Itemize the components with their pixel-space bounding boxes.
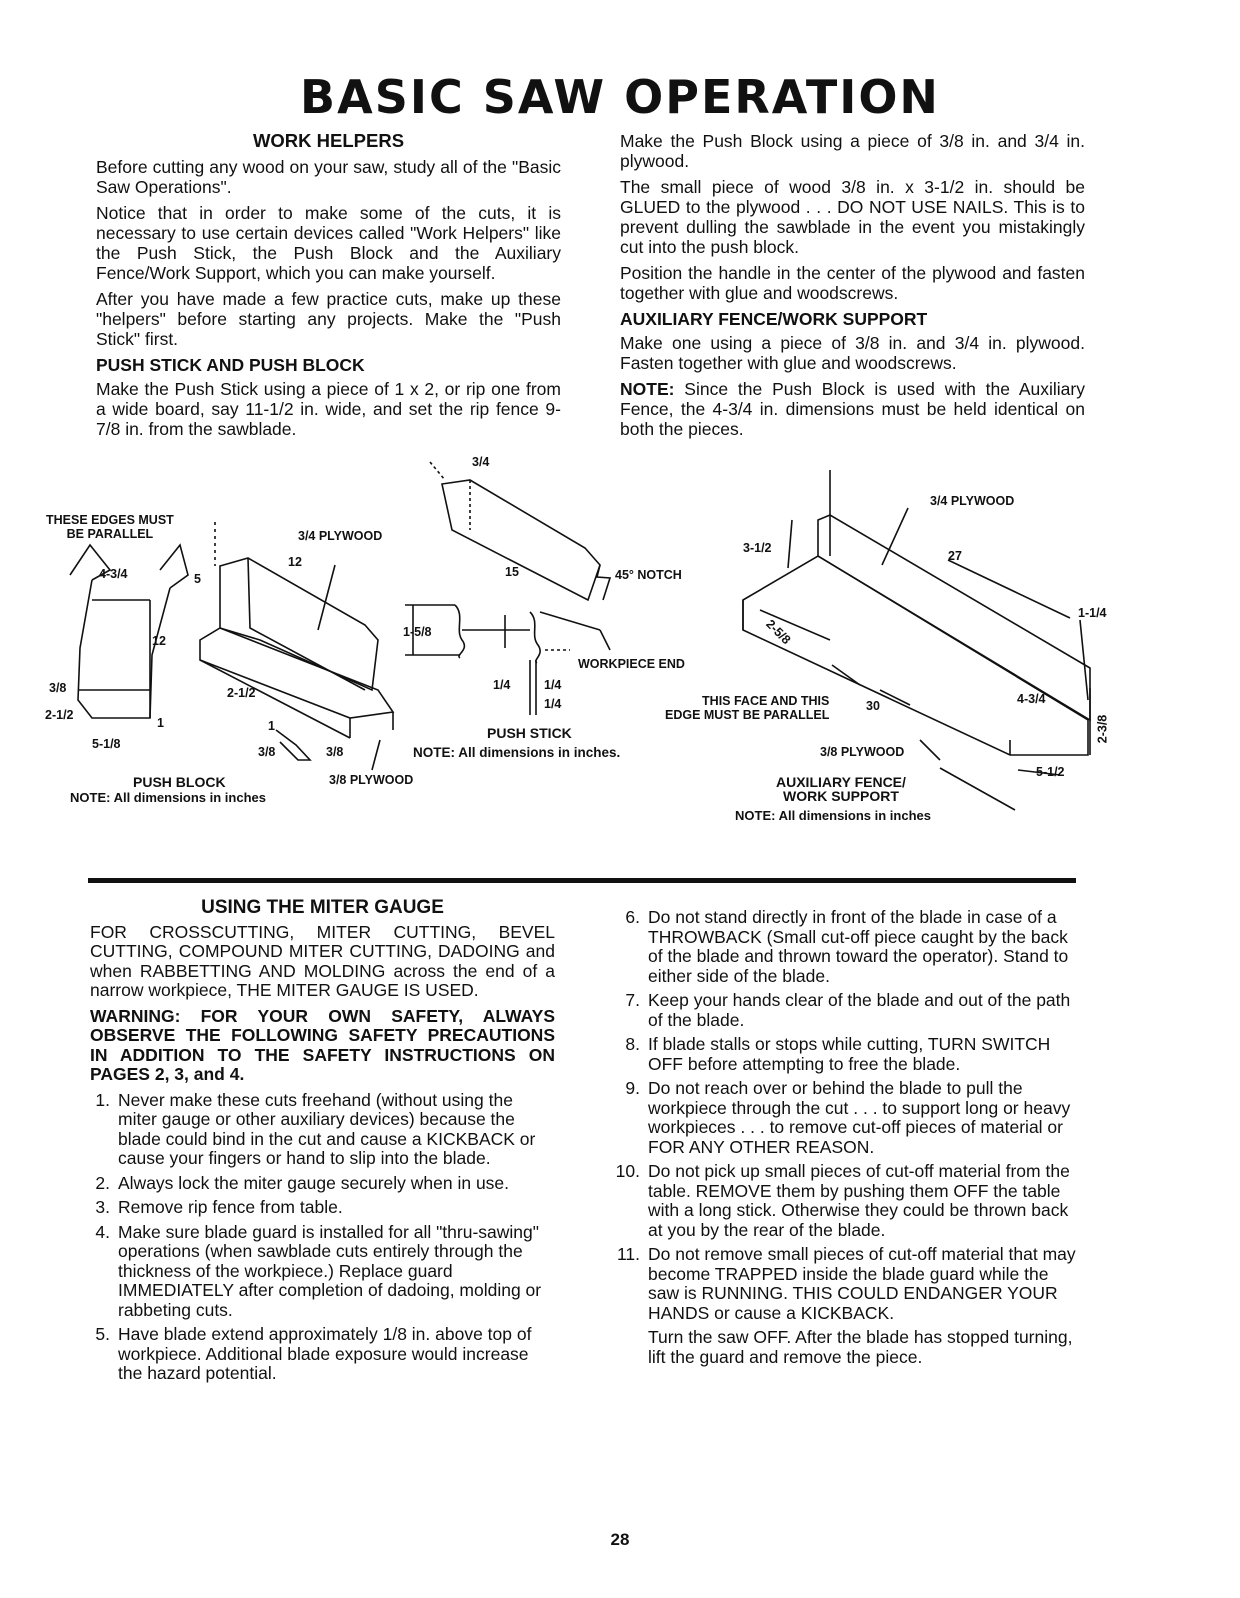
paragraph: Position the handle in the center of the plywood and fasten together with glue and woodscrews. (620, 263, 1085, 303)
work-helpers-heading: WORK HELPERS (252, 130, 405, 151)
plywood-label: 3/4 PLYWOOD (930, 494, 1015, 508)
step-number: 11. (616, 1244, 640, 1264)
steps-right (612, 908, 1082, 1323)
list-item (90, 1325, 555, 1384)
dim-label: 2-1/2 (227, 686, 256, 700)
push-block-drawing (70, 522, 393, 770)
dim-label: 27 (948, 549, 962, 563)
paragraph: After you have made a few practice cuts, make up these "helpers" before starting any projects. Make the "Push Stick" first. (96, 289, 561, 349)
dim-label: 12 (288, 555, 302, 569)
dim-label: 1 (268, 719, 275, 733)
plywood-label: 3/4 PLYWOOD (298, 529, 383, 543)
list-item (90, 1174, 555, 1194)
plywood-label: 3/8 PLYWOOD (820, 745, 905, 759)
dim-label: 1/4 (493, 678, 511, 692)
section-divider (88, 878, 1076, 883)
step-number: 7. (625, 990, 640, 1010)
aux-fence-note: NOTE: All dimensions in inches (735, 808, 931, 823)
page-number: 28 (610, 1530, 630, 1549)
dim-label: 4-3/4 (99, 567, 128, 581)
dim-label: 5-1/8 (92, 737, 121, 751)
push-block-note: NOTE: All dimensions in inches (70, 790, 266, 805)
workpiece-end-label: WORKPIECE END (578, 657, 685, 671)
list-item (612, 991, 1082, 1030)
note-label: NOTE: (620, 379, 675, 399)
plywood-label: 3/8 PLYWOOD (329, 773, 414, 787)
notch-label: 45° NOTCH (615, 568, 682, 582)
dim-label: 5 (194, 572, 201, 586)
step-text: Keep your hands clear of the blade and out of the path of the blade. (648, 990, 1071, 1030)
step-number: 9. (625, 1078, 640, 1098)
list-item (90, 1223, 555, 1321)
step-text: Never make these cuts freehand (without using the miter gauge or other auxiliary devices) because the blade could bind in the cut and cause a KICKBACK or cause your fingers or hand to slip into the blade. (118, 1089, 536, 1168)
edges-note: THESE EDGES MUST BE PARALLEL (46, 513, 174, 541)
miter-intro: FOR CROSSCUTTING, MITER CUTTING, BEVEL CUTTING, COMPOUND MITER CUTTING, DADOING and when RABBETTING AND MOLDING across the end of a narrow workpiece, THE MITER GAUGE IS USED. (90, 921, 555, 1000)
dim-label: 1/4 (544, 678, 562, 692)
step-number: 8. (625, 1034, 640, 1054)
aux-fence-caption: AUXILIARY FENCE/ WORK SUPPORT (776, 774, 906, 804)
step-number: 3. (95, 1197, 110, 1217)
list-item (612, 1035, 1082, 1074)
push-stick-caption: PUSH STICK (487, 725, 572, 741)
paragraph: Notice that in order to make some of the cuts, it is necessary to use certain devices called "Work Helpers" like the Push Stick, the Push Block and the Auxiliary Fence/Work Support, which you can make yourself. (96, 203, 561, 283)
dim-label: 1-5/8 (403, 625, 432, 639)
paragraph: Make one using a piece of 3/8 in. and 3/4 in. plywood. Fasten together with glue and woodscrews. (620, 333, 1085, 373)
list-item (612, 1162, 1082, 1240)
step-text: Make sure blade guard is installed for all "thru-sawing" operations (when sawblade cuts entirely through the thickness of the workpiece.) Replace guard IMMEDIATELY after completion of dadoing, molding or rabbeting cuts. (118, 1221, 542, 1320)
step-text: Do not pick up small pieces of cut-off material from the table. REMOVE them by pushing them OFF the table with a long stick. Otherwise they could be thrown back at you by the rear of the blade. (648, 1161, 1070, 1240)
push-stick-note: NOTE: All dimensions in inches. (413, 745, 621, 760)
note-text: Since the Push Block is used with the Auxiliary Fence, the 4-3/4 in. dimensions must be held identical on both the pieces. (620, 379, 1085, 439)
paragraph: Before cutting any wood on your saw, study all of the "Basic Saw Operations". (96, 157, 561, 197)
push-stick-heading: PUSH STICK AND PUSH BLOCK (96, 355, 365, 375)
dim-label: 12 (152, 634, 166, 648)
paragraph: The small piece of wood 3/8 in. x 3-1/2 in. should be GLUED to the plywood . . . DO NOT USE NAILS. This is to prevent dulling the sawblade in the event you mistakingly cut into the push block. (620, 177, 1085, 257)
dim-label: 2-1/2 (45, 708, 74, 722)
step-text: Do not remove small pieces of cut-off material that may become TRAPPED inside the blade guard while the saw is RUNNING. THIS COULD ENDANGER YOUR HANDS or cause a KICKBACK. (648, 1244, 1076, 1323)
list-item (612, 1079, 1082, 1157)
page-title: BASIC SAW OPERATION (300, 70, 940, 124)
step-number: 6. (625, 907, 640, 927)
list-item (90, 1198, 555, 1218)
steps-left (90, 1091, 555, 1384)
dim-label: 15 (505, 565, 519, 579)
miter-heading: USING THE MITER GAUGE (201, 897, 444, 918)
dim-label: 30 (866, 699, 880, 713)
dim-label: 3-1/2 (743, 541, 772, 555)
dim-label: 1 (157, 716, 164, 730)
step-text: Do not reach over or behind the blade to pull the workpiece through the cut . . . to support long or heavy workpieces . . . to remove cut-off pieces of material or FOR ANY OTHER REASON. (648, 1078, 1071, 1157)
step-number: 10. (615, 1161, 640, 1181)
dim-label: 3/8 (49, 681, 67, 695)
step-number: 5. (95, 1324, 110, 1344)
dim-label: 1-1/4 (1078, 606, 1107, 620)
dim-label: 3/8 (326, 745, 344, 759)
aux-fence-heading: AUXILIARY FENCE/WORK SUPPORT (620, 309, 928, 329)
dim-label: 2-3/8 (1095, 714, 1110, 744)
dim-label: 1/4 (544, 697, 562, 711)
miter-gauge-section-continued (612, 908, 1082, 1373)
step-text: Do not stand directly in front of the blade in case of a THROWBACK (Small cut-off piece caught by the back of the blade and thrown toward the operator). Stand to either side of the blade. (648, 907, 1069, 986)
list-item (90, 1091, 555, 1169)
dim-label: 5-1/2 (1036, 765, 1065, 779)
paragraph: Make the Push Block using a piece of 3/8 in. and 3/4 in. plywood. (620, 131, 1085, 171)
dim-label: 3/4 (472, 455, 490, 469)
face-edge-note: THIS FACE AND THIS EDGE MUST BE PARALLEL (665, 694, 830, 722)
step-number: 1. (95, 1089, 110, 1110)
step-text: Remove rip fence from table. (118, 1197, 343, 1217)
warning-text: WARNING: FOR YOUR OWN SAFETY, ALWAYS OBSERVE THE FOLLOWING SAFETY PRECAUTIONS IN ADDITION TO THE SAFETY INSTRUCTIONS ON PAGES 2, 3, and 4. (90, 1005, 555, 1084)
paragraph: Make the Push Stick using a piece of 1 x 2, or rip one from a wide board, say 11-1/2 in. wide, and set the rip fence 9-7/8 in. from the sawblade. (96, 379, 561, 439)
aux-fence-drawing (743, 470, 1090, 810)
closing-text: Turn the saw OFF. After the blade has stopped turning, lift the guard and remove the piece. (648, 1327, 1073, 1367)
dim-label: 2-5/8 (763, 616, 794, 648)
list-item (612, 1245, 1082, 1323)
dim-label: 4-3/4 (1017, 692, 1046, 706)
push-block-caption: PUSH BLOCK (133, 774, 226, 790)
step-text: If blade stalls or stops while cutting, TURN SWITCH OFF before attempting to free the blade. (648, 1034, 1051, 1074)
miter-gauge-section (90, 898, 555, 1389)
step-number: 4. (95, 1221, 110, 1242)
dim-label: 3/8 (258, 745, 276, 759)
step-text: Always lock the miter gauge securely when in use. (118, 1172, 510, 1193)
list-item (612, 908, 1082, 986)
step-text: Have blade extend approximately 1/8 in. above top of workpiece. Additional blade exposure would increase the hazard potential. (118, 1324, 532, 1383)
step-number: 2. (95, 1172, 110, 1193)
